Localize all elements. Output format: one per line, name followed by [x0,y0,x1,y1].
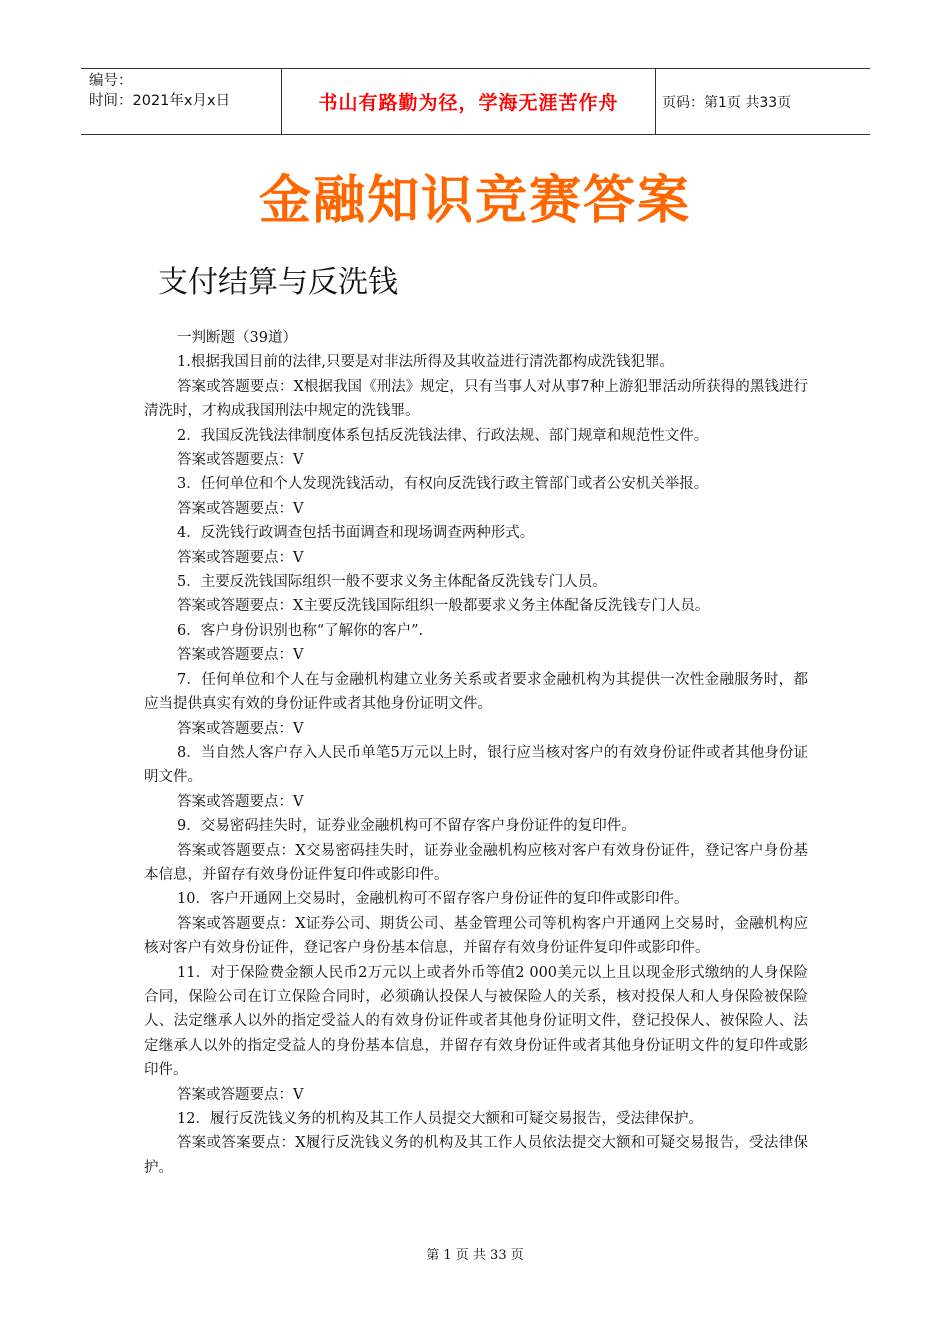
paragraph: 答案或答题要点：V [177,549,304,566]
page-footer: 第 1 页 共 33 页 [426,1248,524,1263]
paragraph: 4．反洗钱行政调查包括书面调查和现场调查两种形式。 [177,525,535,542]
paragraph: 答案或答题要点：V [177,1086,304,1103]
section-title: 支付结算与反洗钱 [158,265,398,300]
header-motto: 书山有路勤为径，学海无涯苦作舟 [318,92,619,114]
paragraph: 答案或答题要点：X主要反洗钱国际组织一般都要求义务主体配备反洗钱专门人员。 [177,598,710,615]
paragraph: 7．任何单位和个人在与金融机构建立业务关系或者要求金融机构为其提供一次性金融服务时，都应当提供真实有效的身份证件或者其他身份证明文件。 [144,671,808,713]
paragraph: 8．当自然人客户存入人民币单笔5万元以上时，银行应当核对客户的有效身份证件或者其他身份证明文件。 [144,744,808,786]
paragraph: 3．任何单位和个人发现洗钱活动，有权向反洗钱行政主管部门或者公安机关举报。 [177,476,709,493]
paragraph: 答案或答题要点：X根据我国《刑法》规定，只有当事人对从事7种上游犯罪活动所获得的黑钱进行清洗时，才构成我国刑法中规定的洗钱罪。 [144,378,808,420]
document-body [144,326,808,1180]
paragraph: 12．履行反洗钱义务的机构及其工作人员提交大额和可疑交易报告，受法律保护。 [177,1111,703,1127]
paragraph: 答案或答题要点：V [177,452,304,469]
paragraph: 答案或答题要点：X交易密码挂失时，证券业金融机构应核对客户有效身份证件，登记客户身份基本信息，并留存有效身份证件复印件或影印件。 [144,842,808,883]
header-motto-cell [282,69,656,134]
header-page-info: 页码：第1页 共33页 [662,94,792,111]
paragraph: 9．交易密码挂失时，证券业金融机构可不留存客户身份证件的复印件。 [177,818,636,835]
document-header [81,68,870,135]
paragraph: 答案或答题要点：V [177,500,304,517]
paragraph: 11．对于保险费金额人民币2万元以上或者外币等值2 000美元以上且以现金形式缴纳的人身保险合同，保险公司在订立保险合同时，必须确认投保人与被保险人的关系，核对投保人和人身保险被保险人、法定继承人以外的指定受益人的有效身份证件或者其他身份证明文件，登记投保人、被保险人、法定继承人以外的指定受益人的身份基本信息，并留存有效身份证件或者其他身份证明文件的复印件或影印件。 [144,964,808,1079]
paragraph: 答案或答题要点：V [177,720,304,737]
document-title: 金融知识竞赛答案 [258,171,691,231]
paragraph: 2．我国反洗钱法律制度体系包括反洗钱法律、行政法规、部门规章和规范性文件。 [177,427,709,444]
document-time: 时间：2021年x月x日 [89,93,231,109]
paragraph: 5．主要反洗钱国际组织一般不要求义务主体配备反洗钱专门人员。 [177,574,607,591]
paragraph: 答案或答案要点：X履行反洗钱义务的机构及其工作人员依法提交大额和可疑交易报告，受法律保护。 [144,1135,808,1176]
paragraph: 答案或答题要点：X证券公司、期货公司、基金管理公司等机构客户开通网上交易时，金融机构应核对客户有效身份证件，登记客户身份基本信息，并留存有效身份证件复印件或影印件。 [144,915,808,957]
paragraph: 一判断题（39道） [177,330,297,346]
document-number: 编号： [89,73,133,89]
paragraph: 10．客户开通网上交易时，金融机构可不留存客户身份证件的复印件或影印件。 [177,891,689,908]
header-page-cell [656,69,870,134]
paragraph: 答案或答题要点：V [177,647,304,664]
paragraph: 1.根据我国目前的法律,只要是对非法所得及其收益进行清洗都构成洗钱犯罪。 [177,354,674,371]
paragraph: 6．客户身份识别也称“了解你的客户”. [177,622,424,639]
paragraph: 答案或答题要点：V [177,793,304,810]
header-meta-cell [81,69,282,134]
